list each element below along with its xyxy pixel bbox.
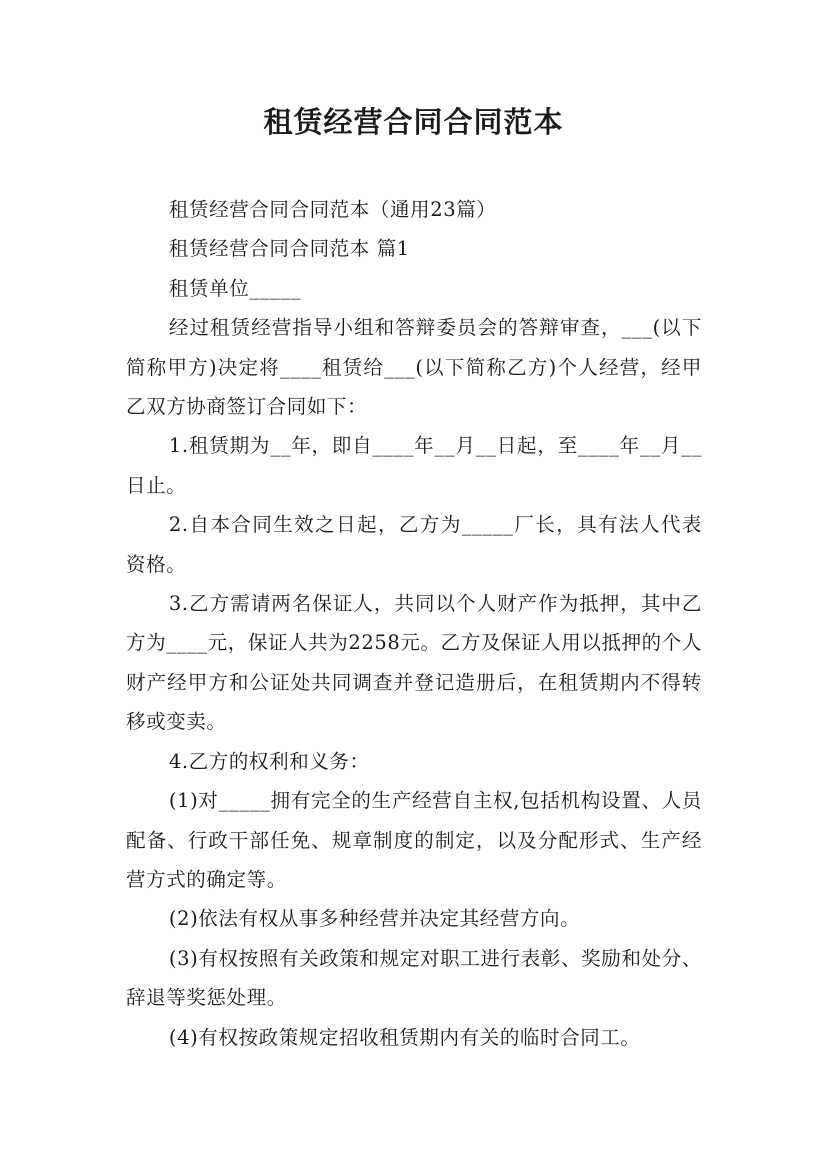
paragraph-clause-3: 3.乙方需请两名保证人，共同以个人财产作为抵押，其中乙方为____元，保证人共为2258元。乙方及保证人用以抵押的个人财产经甲方和公证处共同调查并登记造册后，在租赁期内不得转移或变卖。 <box>126 592 702 734</box>
document-title: 租赁经营合同合同范本 <box>263 105 564 139</box>
paragraph-item-4: (4)有权按政策规定招收租赁期内有关的临时合同工。 <box>168 1025 641 1049</box>
paragraph-intro: 经过租赁经营指导小组和答辩委员会的答辩审查，___(以下简称甲方)决定将____租赁给___(以下简称乙方)个人经营，经甲乙双方协商签订合同如下： <box>126 316 702 419</box>
document-body <box>126 190 702 1057</box>
paragraph-clause-2: 2.自本合同生效之日起，乙方为_____厂长，具有法人代表资格。 <box>126 513 702 576</box>
paragraph-clause-4: 4.乙方的权利和义务： <box>168 749 370 773</box>
paragraph-item-1: (1)对_____拥有完全的生产经营自主权,包括机构设置、人员配备、行政干部任免、规章制度的制定，以及分配形式、生产经营方式的确定等。 <box>126 789 702 891</box>
paragraph-section-heading: 租赁经营合同合同范本 篇1 <box>168 237 410 261</box>
paragraph-item-3: (3)有权按照有关政策和规定对职工进行表彰、奖励和处分、辞退等奖惩处理。 <box>126 946 702 1010</box>
paragraph-clause-1: 1.租赁期为__年，即自____年__月__日起，至____年__月__日止。 <box>126 434 702 497</box>
paragraph-item-2: (2)依法有权从事多种经营并决定其经营方向。 <box>168 907 581 931</box>
paragraph-subtitle: 租赁经营合同合同范本（通用23篇） <box>168 198 497 221</box>
paragraph-lessor-unit: 租赁单位_____ <box>168 276 302 300</box>
